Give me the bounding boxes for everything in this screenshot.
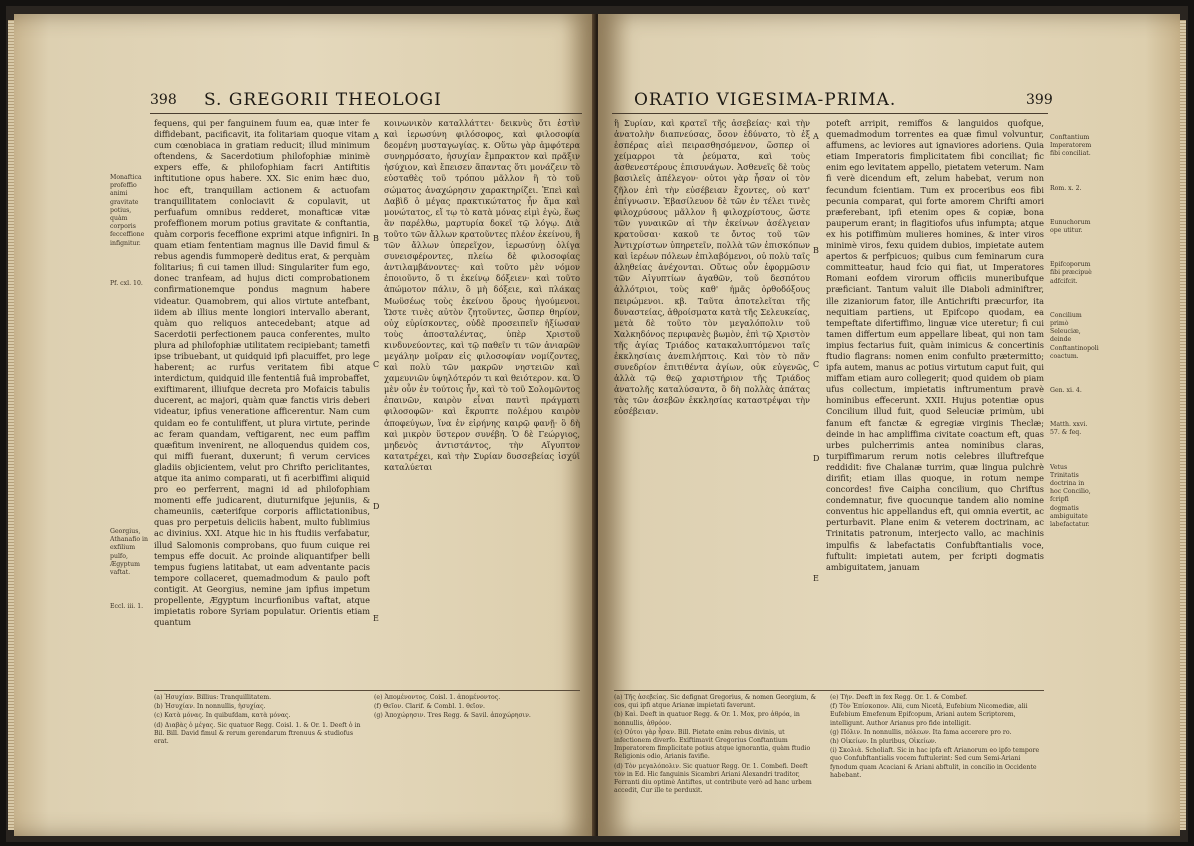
footnote: (e) Τὴν. Deeft in fex Regg. Or. 1. & Combef. xyxy=(830,694,968,701)
margin-notes xyxy=(110,174,150,694)
right-page-edges xyxy=(1180,20,1186,830)
margin-letter-b: B xyxy=(373,234,379,243)
margin-note: Concilium primò Seleuciæ, deinde Conftantinopoli coactum. xyxy=(1050,311,1099,360)
latin-text: poteft arripit, remiffos & languidos quofque, quemadmodum torrentes ea quæ fimul volvuntur, affumens, ac leviores aut ignaviores adoriens. Quia etiam Imperatoris fimplicitatem fibi conciliat; fic enim ego levitatem appello, pietatem veterum. Nam fi verè dicendum eft, zelum habebat, verum non fecundum fcientiam. Tum ex proceribus eos fibi pecunia comparat, qui forte amorem Chrifti amori præferebant, ipfi etenim opes & copiæ, bona pauperum erant; in flagitiofos ufus infumpta; atque ex his potiffimùm mulieres homines, & inter viros minimè viros, fexu quidem dubios, impietate autem apertos & perfpicuos; quibus cum feminarum cura committeatur, haud fcio qui fiat, ut Imperatores Romani eofdem virorum officiis muneribufque præficiant. Tantum valuit ille Diaboli adminiftrer, ille zizaniorum fator, ille Antichrifti præcurfor, ita nequitiam partiens, ut Epifcopo quodam, ea tempeftate difertiffimo, linguæ vice uteretur; fi cui tamen differtum eum appellare libeat, qui non tam impius fectarius fuit, quàm inimicus & concertinis ftudio flagrans: nomen enim confulto prætermitto; ipfa autem, manus ac potius virtutum caput fuit, qui miffam etiam auro collegerit; quod quidem ob piam ufus collectum, impietatis inftrumentum pravè hominibus effecerunt. XXII. Hujus potentiæ opus Concilium illud fuit, quod Seleuciæ primùm, ubi fanum eft fanctæ & egregiæ virginis Theclæ; deinde in hac ampliffima civitate coactum eft, quas urbes pulcherrimis antea nominibus claras, turpiffimarum rerum notis celebres illuftrefque reddidit: five Chalanæ turrim, quæ lingua pulchrè dirifit; etiam illas quoque, in rotum nempe concordes! five Caipha concilium, quo Chriftus condemnatur, five quocunque tandem alio nomine conventus hic appellandus eft, qui omnia evertit, ac perturbavit. Plane enim & veterem doctrinam, ac Trinitatis patronum, interjecto vallo, ac machinis impulfis & labefactatis Confubftantialis voce, fuftulit: impietati autem, per fcripti dogmatis ambiguitatem, januam xyxy=(826,118,1044,572)
margin-note: Matth. xxvi. 57. & feq. xyxy=(1050,421,1088,437)
margin-note: Rom. x. 2. xyxy=(1050,184,1082,192)
margin-letter-c: C xyxy=(373,360,380,369)
margin-note: Epifcoporum fibi præcipuè adfcifcit. xyxy=(1050,261,1092,285)
margin-letter-c: C xyxy=(813,360,820,369)
margin-letter-d: D xyxy=(813,454,820,463)
footnote: (f) Τὸν Ἐπίσκοπον. Alii, cum Nicetâ, Eufebium Nicomediæ, alii Eufebium Emefenum Epifcopum, Ariani autem Scriptorem, intelligunt. Author Arianus pro fide intelligit. xyxy=(830,703,1028,727)
left-page xyxy=(14,14,596,836)
footnote: (b) Ἡσυχίαν. In nonnullis, ἡσυχίας. xyxy=(154,703,266,711)
header-rule xyxy=(612,113,1048,114)
greek-column xyxy=(614,118,810,684)
greek-text: ἢ Συρίαν, καὶ κρατεῖ τῆς ἀσεβείας· καὶ τὴν ἀνατολὴν διαπνεύσας, ὅσον ἐδύνατο, τὸ ἐξ ἑσπέρας αἰεὶ πειρασθησόμενον, ὥσπερ οἱ χείμαρροι τὰ ῥεύματα, καὶ τοὺς ἀσθενεστέρους ἐπισυνάγων. Ἀσθενεῖς δὲ τοὺς βασιλεῖς ἀπέλεγον· οὐτοι γὰρ ἦσαν οἱ τὸν ζῆλον ἐπὶ τὴν εὐσέβειαν ἔχοντες, οὐ κατ' ἐπίγνωσιν. Ἐβασίλευον δὲ τῶν ἐν τέλει τινὲς φιλοχρύσους μᾶλλον ἢ φιλοχρίστους, ὥστε τῶν γυναικῶν αἱ τὴν ἐκείνων ἀσέλγειαν κρατοῦσαι· κακοῦ τε ὄντος τοῦ τῶν Ἀντιχρίστων ὑπηρετεῖν, πολλὰ τῶν ἐπισκόπων καὶ ἱερέων πόλεων ἐπιλαβόμενοι, οὐ πολὺ ταῖς ἀληθείας ἀνέχονται. Οὕτως οὖν ἐφορμῶσιν τῶν Αἰγυπτίων ἀγαθῶν, τοῦ δεσπότου ἀλλότριοι, τοὺς καθ' ἡμᾶς ὀρθοδόξους πειρώμενοι. κβ. Ταῦτα ἀποτελεῖται τῆς δυναστείας, ἀθροίσματα κατὰ τῆς Σελευκείας, μετὰ δὲ τοῦτο τὸν μεγαλόπολιν τοῦ Χαλκηδόνος περιφανὲς βωμὸν, ἐπὶ τῷ Χριστὸν τῆς ἁγίας Τριάδος κατακαλυπτόμενοι ταῖς ἐκκλησίαις ἀνεπιλήπτοις. Καὶ τὸν τὸ πᾶν συνεδρίον ἐπιτιθέντα ἁγίων, οὐκ εὐγενῶς, ἀλλὰ τῷ θεῷ χαριστήριον τῆς Τριάδος ἀνατολῆς καταλύσαντα, ὃ δὴ πολλὰς ἀπάτας τὰς τῶν ἀσεβῶν ἐκκλησίας καταστρέψαι τὴν εὐσέβειαν. xyxy=(614,118,810,417)
margin-note: Eccl. iii. 1. xyxy=(110,603,144,611)
footnote: (c) Οὐτοι γὰρ ἦσαν. Bill. Pietate enim rebus divinis, ut infectionem diverfo. Exiftimavit Gregorius Conftantium Imperatorem fimplicitate potius atque ignorantia, quàm ftudio Religionis odio, Arianis favifie. xyxy=(614,728,811,761)
margin-letter-a: A xyxy=(813,132,819,141)
footnote: (f) Θεῖον. Clarif. & Combl. 1. θεῖον. xyxy=(374,703,485,711)
footnotes-left xyxy=(154,694,366,774)
header-rule xyxy=(150,113,582,114)
margin-note: Monaftica profeffio animi gravitate potius, quàm corporis fecceffione infignitur. xyxy=(110,174,145,247)
footnote: (g) Ἀποχώρησιν. Tres Regg. & Savil. ἀποχώρησιν. xyxy=(374,712,531,720)
margin-note: Conftantium Imperatorem fibi conciliat. xyxy=(1050,134,1092,158)
greek-text: κοινωνικὸν καταλλάττει· δεικνὺς ὅτι ἐστὶν καὶ ἱερωσύνη φιλόσοφος, καὶ φιλοσοφία δεομένη μυσταγωγίας. κ. Οὕτω γὰρ ἀμφότερα συνηρμόσατο, ἡσυχίαν ἔμπρακτον καὶ πρᾶξιν ἡσύχιον, καὶ ἔπεισεν ἅπαντας ὅτι μονάζειν τὸ εὐσταθὲς τοῦ τρόπου μᾶλλον ἢ τὸ τοῦ σώματος ἀναχώρησιν χαρακτηρίζει. Ἐπεὶ καὶ Δαβὶδ ὁ μέγας πρακτικώτατος ἦν ἅμα καὶ μονώτατος, εἴ τῳ τὸ κατὰ μόνας εἰμὶ ἐγὼ, ἕως ἂν παρέλθω, μαρτυρία δοκεῖ τῷ λόγῳ. Διὰ τοῦτο τῶν ἄλλων κρατοῦντες πλέον ἐκείνου, ἢ τῶν ἄλλων ὑπερεῖχον, ἱερωσύνῃ ὀλίγα συνεισφέροντες, πλείω δὲ φιλοσοφίας ἀντιλαμβάνοντες· καὶ τοῦτο μὲν νόμον ἐποιοῦντο, ὅ τι ἐκείνῳ δόξειεν· καὶ τοῦτο ἀπώμοτον πάλιν, ὃ μὴ δόξειε, καὶ πλάκας Μωϋσέως τοὺς ἐκείνου ὅρους ἡγούμενοι. Ὥστε τινὲς αὐτὸν ζητοῦντες, ὥσπερ θηρίον, οὐχ εὑρίσκοντες, οὐδὲ προσειπεῖν ἠξίωσαν τοὺς ἀποσταλέντας, ὑπὲρ Χριστοῦ κινδυνεύοντες, καὶ τῷ παθεῖν τι τῶν ἀνιαρῶν μεγάλην μοῖραν εἰς φιλοσοφίαν νομίζοντες, καὶ πολὺ τῶν μακρῶν νηστειῶν καὶ χαμευνιῶν ὑψηλότερόν τι καὶ θειότερον. κα. Ὁ μὲν οὖν ἐν τούτοις ἦν, καὶ τὸ τοῦ Σολομῶντος ἐπαινῶν, καιρὸν εἶναι παντὶ πράγματι φιλοσοφῶν· καὶ ἔκρυπτε πολέμου καιρὸν ἀποφεύγων, ἵνα ἐν εἰρήνης καιρῷ φανῇ· ὃ δὴ καὶ μικρὸν ὕστερον συνέβη. Ὁ δὲ Γεώργιος, μηδενὸς ἀντιστάντος, τὴν Αἴγυπτον κατατρέχει, καὶ τὴν Συρίαν δυσσεβείας ἰσχύϊ καταλύεται xyxy=(384,118,580,472)
page-number: 398 xyxy=(150,92,177,108)
footnote: (e) Ἀπομένοντος. Coisl. 1. ἀπομένοντος. xyxy=(374,694,501,701)
footnote: (a) Ἡσυχίαν. Billius: Tranquillitatem. xyxy=(154,694,272,701)
latin-text: fequens, qui per fanguinem fuum ea, quæ inter fe diffidebant, pacificavit, ita folitariam quoque vitam cum cœnobiaca in gratiam reducit; illud minimum oftendens, & Sacerdotium philofophiæ minimè expers effe, & philofophiam facri Antiftitis inftitutione opus habere. XX. Sic enim hæc duo, hoc eft, tranquillam actionem & actuofam tranquillitatem conlociavit & copulavit, ut perfuafum omnibus redderet, monafticæ vitæ profeffionem morum potius gravitate & conftantia, quàm corporis feceffione exprimi atque infigniri. In quam etiam fententiam magnus ille David fimul & rebus agendis fummoperè deditus erat, & perquàm folitarius; fi cui tamen illud: Singulariter fum ego, donec tranfeam, ad hujus dicti comprobationem confirmationemque pondus magnum habere videatur. Quamobrem, qui alios virtute antefbant, iidem ab illius mente longiori intervallo aberant, quàm quo reliquos antecedebant; atque ad Sacerdotii perfectionem pauca conferentes, multo plura ad philofophiæ utilitatem recipiebant; tametfi ipse tribuebant, ut quidquid ipfi placuiffet, pro lege haberent; ac rurfus veritatem fibi atque interdictum, quidquid ille fententiâ fuâ improbaffet, exiftimarent, illiufque decreta pro Mofaicis tabulis ducerent, ac majori, quàm quæ fanctis viris deberi videatur, ipfius veneratione afficerentur. Nam cum quidam eo fe contuliffent, ut plura virtute, perinde ac feram quandam, veftigarent, nec eum paffim quæfitum invenirent, ne alloquendus quidem cos, qui miffi fuerant, duxerunt; fi verum cervices gladiis objicientem, velut pro Chrifto periclitantes, atque ita animo comparati, ut fi acerbiffimi aliquid pro eo perferrent, magni id ad philofophiam momenti effe judicarent, diuturnifque jejuniis, & chameuniis, cæterifque corporis afflictationibus, quas pro perpetuis deliciis habent, multo fublimius ac divinius. XXI. Atque hic in his ftudiis verfabatur, illud Salomonis comprobans, quo fuum cuique rei tempus effe docuit. Ac proinde aliquantifper belli tempus fugiens latitabat, ut eam adventante pacis tempore collaceret, quemadmodum & paulo poft contigit. At Georgius, nemine jam ipfius impetum propellente, Ægyptum incurfionibus vaftat, atque impietatis robore Syriam populatur. Orientis etiam quantum xyxy=(154,118,370,628)
margin-note: Georgius, Athanafio in exfilium pulfo, Ægyptum vaftat. xyxy=(110,528,148,577)
margin-letter-a: A xyxy=(373,132,379,141)
margin-note: Eunuchorum ope utitur. xyxy=(1050,218,1091,235)
footnote: (a) Τῆς ἀσεβείας. Sic defignat Gregorius, & nomen Georgium, & cos, qui ipfi atque Arianæ impietati faverunt. xyxy=(614,694,817,710)
open-book xyxy=(6,6,1188,842)
footnote: (i) Σκολιὰ. Scholiaft. Sic in hac ipfa eft Arianorum eo ipfo tempore quo Confubftantialis vocem fuftulerint: Sed cum Semi-Ariani fynodum quam Acaciani & Ariani abftulit, in concilio in Occidente habebant. xyxy=(830,747,1040,779)
running-head: ORATIO VIGESIMA-PRIMA. xyxy=(634,90,897,110)
running-head: S. GREGORII THEOLOGI xyxy=(204,90,442,110)
margin-letter-e: E xyxy=(813,574,819,583)
margin-letter-e: E xyxy=(373,614,379,623)
footnote: (h) Οἰκείων. In pluribus, Οἰκείων. xyxy=(830,738,937,746)
footnote: (d) Τὸν μεγαλόπολιν. Sic quatuor Regg. Or. 1. Combefi. Deeft τὸν in Ed. Hic fanguinis Sicambri Ariani Alexandri traditor, Ferranti diu optimè Antiftes, ut contribute verò ad hanc urbem accedit, Cur ille te perduxit. xyxy=(614,762,812,795)
margin-letter-b: B xyxy=(813,246,819,255)
footnote-rule xyxy=(154,690,580,691)
right-page xyxy=(598,14,1180,836)
margin-letter-d: D xyxy=(373,502,380,511)
footnote: (d) Διαβὰς ὁ μέγας. Sic quatuor Regg. Coisl. 1. & Or. 1. Deeft ὁ in Bil. Bill. David fimul & rerum gerendarum ftrenuus & studiofus erat. xyxy=(154,721,361,746)
latin-column xyxy=(154,118,370,684)
footnotes-right xyxy=(830,694,1044,784)
latin-column xyxy=(826,118,1044,684)
greek-column xyxy=(384,118,580,684)
footnote-rule xyxy=(614,690,1044,691)
margin-note: Gen. xi. 4. xyxy=(1050,387,1082,395)
margin-notes xyxy=(1050,134,1099,754)
margin-note: Vetus Trinitatis doctrina in hoc Concilio, fcripfi dogmatis ambiguitate labefactatur. xyxy=(1050,463,1091,529)
margin-note: Pf. cxl. 10. xyxy=(110,279,143,287)
footnote: (g) Πόλιν. In nonnullis, πόλεων. Ita fama accerere pro ro. xyxy=(830,728,1012,736)
footnote: (c) Κατὰ μόνας. In quibufdam, κατὰ μόνας. xyxy=(154,712,291,720)
footnotes-left xyxy=(614,694,820,795)
page-number: 399 xyxy=(1026,92,1053,108)
footnote: (b) Καὶ. Deeft in quatuor Regg. & Or. 1. Mox, pro ἀθρόα, in nonnullis, ἀθρόον. xyxy=(614,711,800,727)
footnotes-right xyxy=(374,694,580,774)
